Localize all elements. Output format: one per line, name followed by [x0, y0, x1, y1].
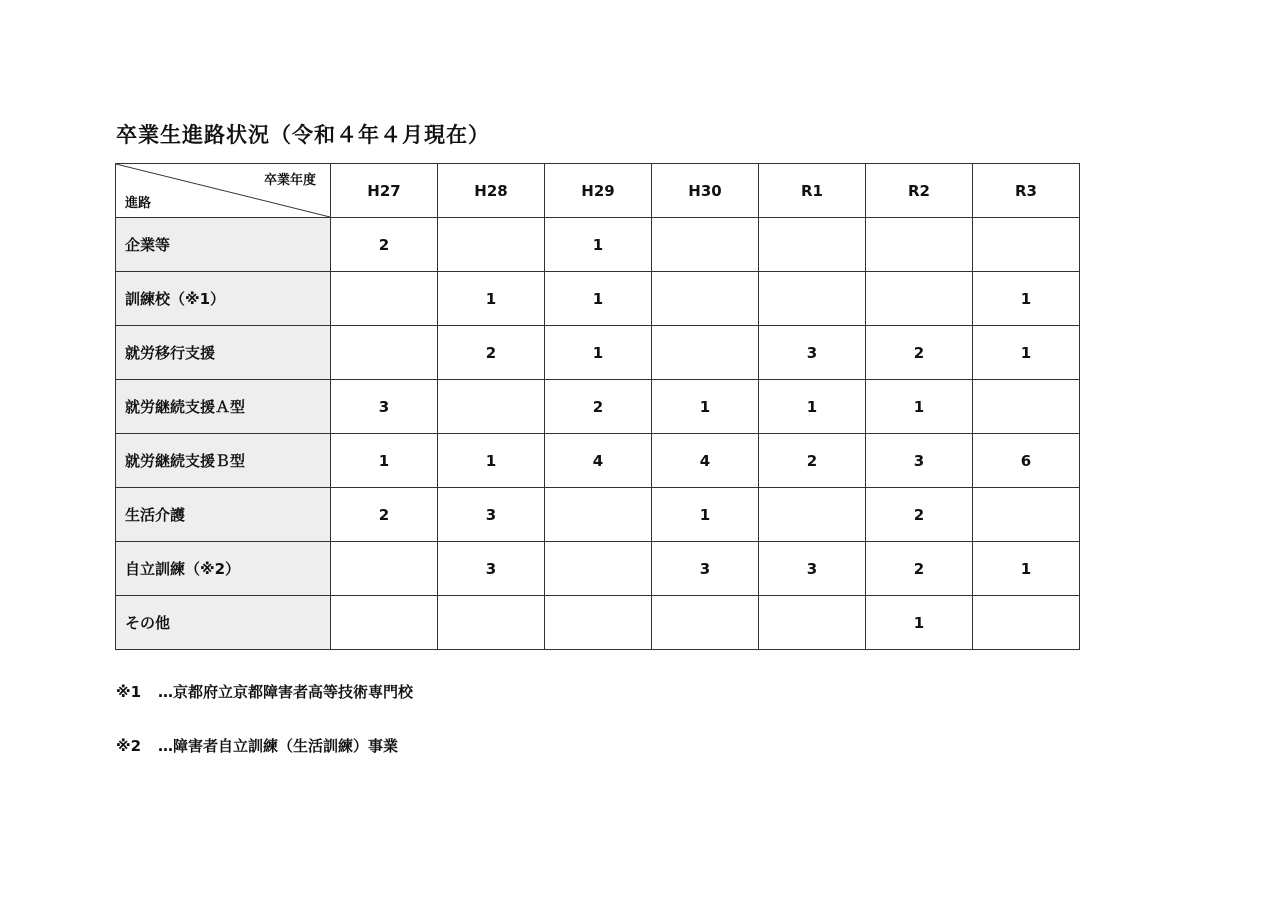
career-table [115, 163, 1080, 650]
column-header: H27 [331, 164, 438, 218]
table-cell [759, 596, 866, 650]
table-cell: 2 [866, 488, 973, 542]
table-cell [438, 218, 545, 272]
row-header: 就労継続支援Ｂ型 [116, 434, 331, 488]
row-header: 就労移行支援 [116, 326, 331, 380]
table-cell [331, 542, 438, 596]
table-cell: 1 [866, 596, 973, 650]
table-cell [652, 596, 759, 650]
table-cell: 3 [438, 488, 545, 542]
table-row [116, 326, 1080, 380]
row-header: 訓練校（※1） [116, 272, 331, 326]
table-cell [438, 380, 545, 434]
row-header: 生活介護 [116, 488, 331, 542]
table-cell: 3 [866, 434, 973, 488]
table-cell: 1 [973, 542, 1080, 596]
footnote-text: …障害者自立訓練（生活訓練）事業 [158, 737, 399, 755]
footnote-1 [116, 681, 413, 702]
column-header: R2 [866, 164, 973, 218]
table-cell [331, 326, 438, 380]
table-cell [973, 488, 1080, 542]
table-cell: 3 [438, 542, 545, 596]
table-cell: 1 [652, 488, 759, 542]
table-cell: 1 [973, 326, 1080, 380]
table-cell [866, 272, 973, 326]
table-cell: 2 [331, 488, 438, 542]
table-cell [331, 272, 438, 326]
table-row [116, 488, 1080, 542]
table-cell: 1 [331, 434, 438, 488]
table-cell: 1 [973, 272, 1080, 326]
table-cell [759, 218, 866, 272]
table-cell: 1 [438, 434, 545, 488]
corner-label-graduation-year: 卒業年度 [263, 173, 316, 188]
table-row [116, 596, 1080, 650]
table-row [116, 272, 1080, 326]
table-cell: 2 [866, 542, 973, 596]
table-row [116, 218, 1080, 272]
table-cell [545, 542, 652, 596]
table-cell [866, 218, 973, 272]
footnote-text: …京都府立京都障害者高等技術専門校 [158, 683, 414, 701]
column-header: H30 [652, 164, 759, 218]
table-cell [652, 272, 759, 326]
table-cell: 4 [545, 434, 652, 488]
table-cell: 3 [759, 542, 866, 596]
table-cell: 1 [866, 380, 973, 434]
table-cell: 2 [438, 326, 545, 380]
column-header: H28 [438, 164, 545, 218]
table-cell [973, 380, 1080, 434]
table-header-row [116, 164, 1080, 218]
table-body [116, 218, 1080, 650]
table-cell: 1 [545, 326, 652, 380]
row-header: 就労継続支援Ａ型 [116, 380, 331, 434]
table-cell: 4 [652, 434, 759, 488]
table-cell: 1 [545, 272, 652, 326]
column-header: R1 [759, 164, 866, 218]
page-title: 卒業生進路状況（令和４年４月現在） [116, 123, 490, 147]
table-cell: 2 [866, 326, 973, 380]
footnote-mark: ※2 [116, 737, 142, 755]
column-header: R3 [973, 164, 1080, 218]
footnote-2 [116, 735, 398, 756]
table-cell: 3 [759, 326, 866, 380]
table-row [116, 542, 1080, 596]
table-cell: 6 [973, 434, 1080, 488]
table-cell [652, 326, 759, 380]
table-cell [973, 218, 1080, 272]
table-cell: 1 [652, 380, 759, 434]
table-cell: 3 [652, 542, 759, 596]
table-cell [545, 596, 652, 650]
table-cell: 2 [759, 434, 866, 488]
table-cell [759, 272, 866, 326]
table-cell: 1 [759, 380, 866, 434]
corner-label-career-path: 進路 [125, 196, 152, 211]
footnote-mark: ※1 [116, 683, 142, 701]
table-cell: 2 [545, 380, 652, 434]
table-cell: 1 [545, 218, 652, 272]
table-cell: 3 [331, 380, 438, 434]
table-cell [973, 596, 1080, 650]
table-row [116, 434, 1080, 488]
row-header: その他 [116, 596, 331, 650]
table-cell [759, 488, 866, 542]
table-cell [652, 218, 759, 272]
row-header: 自立訓練（※2） [116, 542, 331, 596]
table-cell [438, 596, 545, 650]
column-header: H29 [545, 164, 652, 218]
corner-header-cell [116, 164, 331, 218]
table-row [116, 380, 1080, 434]
table-cell: 1 [438, 272, 545, 326]
row-header: 企業等 [116, 218, 331, 272]
table-cell: 2 [331, 218, 438, 272]
table-cell [331, 596, 438, 650]
table-cell [545, 488, 652, 542]
